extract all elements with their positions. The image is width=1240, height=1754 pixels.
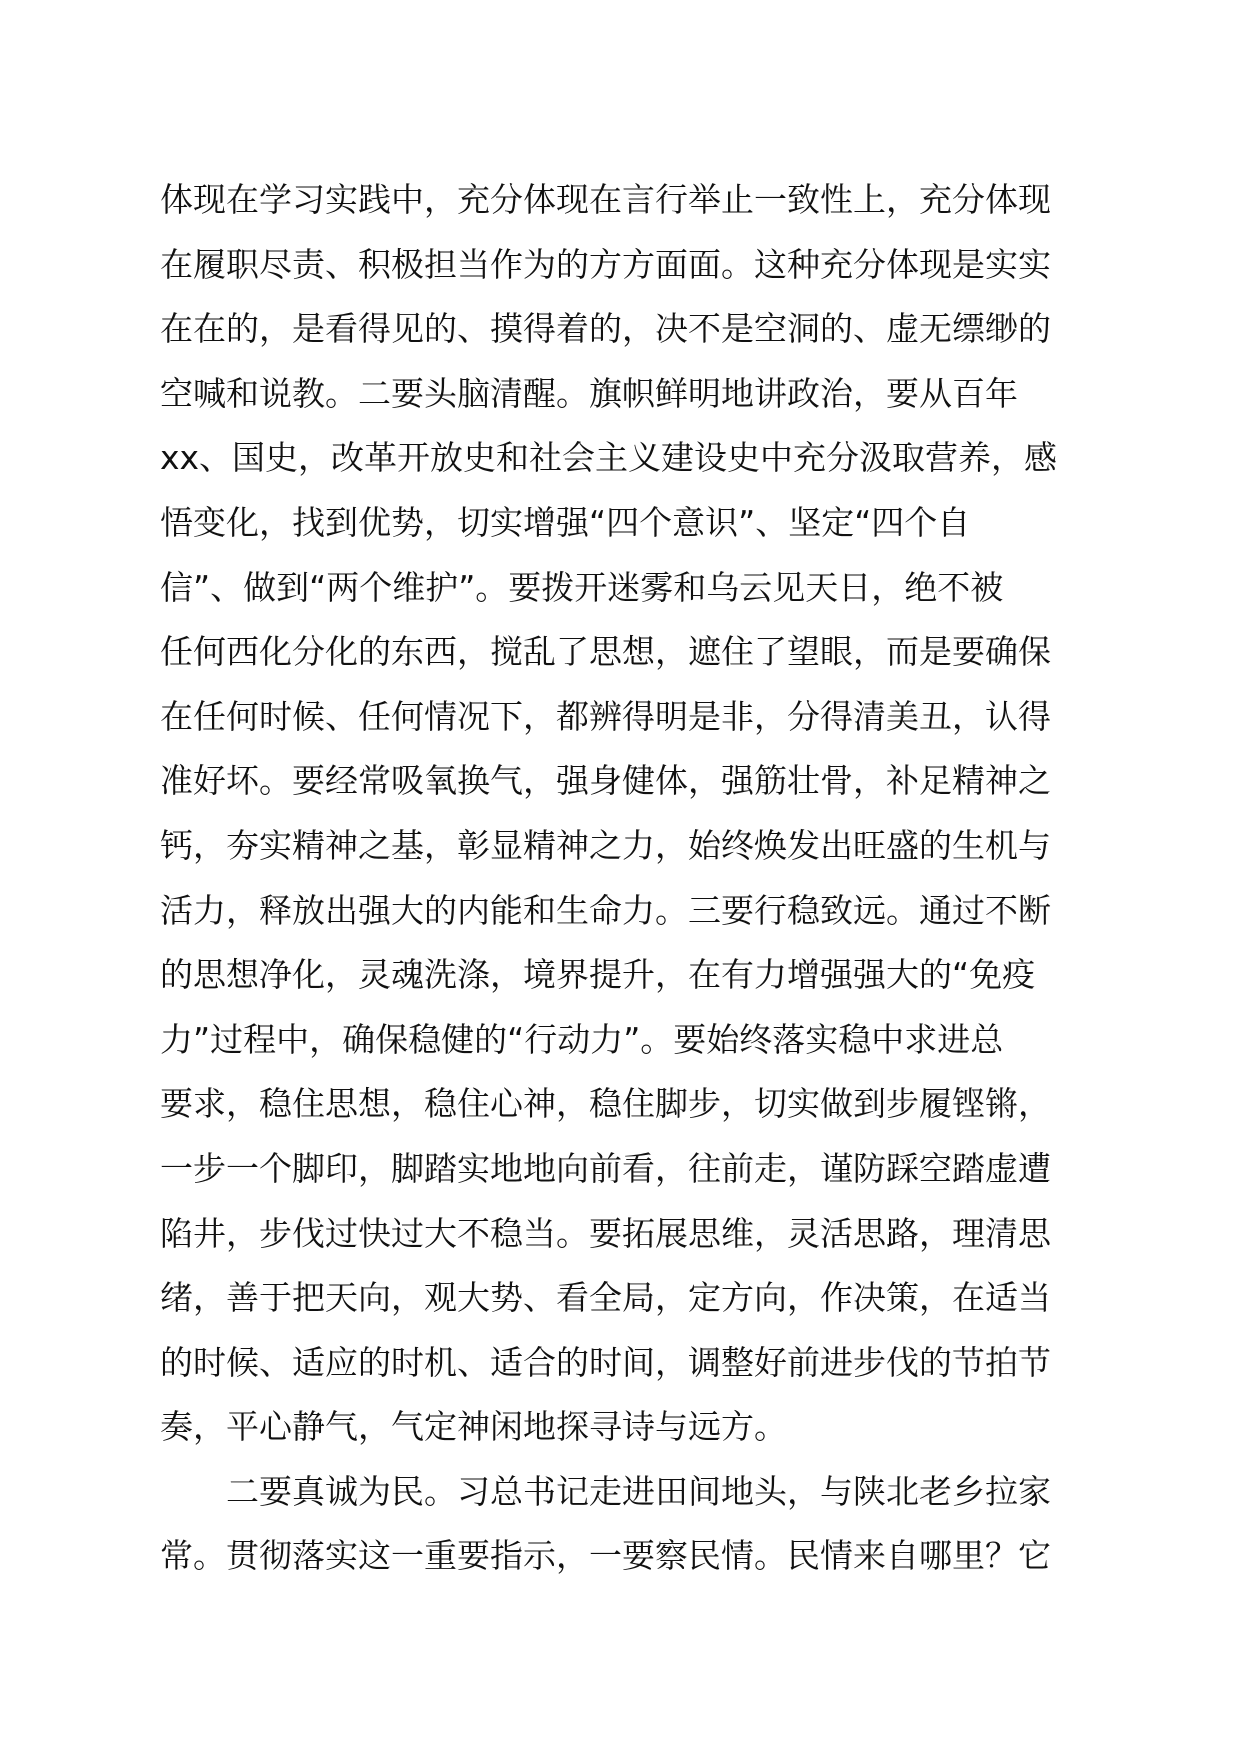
text-line: 要求，稳住思想，稳住心神，稳住脚步，切实做到步履铿锵，	[160, 1084, 1051, 1124]
text-line: xx、国史，改革开放史和社会主义建设史中充分汲取营养，感	[160, 438, 1058, 478]
text-line: 在任何时候、任何情况下，都辨得明是非，分得清美丑，认得	[160, 696, 1051, 736]
text-line: 力”过程中，确保稳健的“行动力”。要始终落实稳中求进总	[160, 1019, 1004, 1059]
text-line: 活力，释放出强大的内能和生命力。三要行稳致远。通过不断	[160, 890, 1051, 930]
text-line: 在在的，是看得见的、摸得着的，决不是空洞的、虚无缥缈的	[160, 309, 1051, 349]
text-line: 一步一个脚印，脚踏实地地向前看，往前走，谨防踩空踏虚遭	[160, 1148, 1051, 1188]
text-line: 的时候、适应的时机、适合的时间，调整好前进步伐的节拍节	[160, 1342, 1051, 1382]
text-line: 在履职尽责、积极担当作为的方方面面。这种充分体现是实实	[160, 244, 1051, 284]
text-line: 奏，平心静气，气定神闲地探寻诗与远方。	[160, 1407, 787, 1447]
text-line: 任何西化分化的东西，搅乱了思想，遮住了望眼，而是要确保	[160, 632, 1051, 672]
text-line: 信”、做到“两个维护”。要拨开迷雾和乌云见天日，绝不被	[160, 567, 1004, 607]
text-line: 陷井，步伐过快过大不稳当。要拓展思维，灵活思路，理清思	[160, 1213, 1051, 1253]
text-line: 空喊和说教。二要头脑清醒。旗帜鲜明地讲政治，要从百年	[160, 373, 1018, 413]
body-text	[160, 168, 1090, 1589]
text-line: 的思想净化，灵魂洗涤，境界提升，在有力增强强大的“免疫	[160, 955, 1036, 995]
text-line: 钙，夯实精神之基，彰显精神之力，始终焕发出旺盛的生机与	[160, 825, 1051, 865]
text-line: 准好坏。要经常吸氧换气，强身健体，强筋壮骨，补足精神之	[160, 761, 1051, 801]
text-line: 悟变化，找到优势，切实增强“四个意识”、坚定“四个自	[160, 502, 971, 542]
text-line: 绪，善于把天向，观大势、看全局，定方向，作决策，在适当	[160, 1278, 1051, 1318]
paragraph-start-line: 二要真诚为民。习总书记走进田间地头，与陕北老乡拉家	[226, 1471, 1051, 1511]
text-line: 常。贯彻落实这一重要指示，一要察民情。民情来自哪里？它	[160, 1536, 1051, 1576]
text-line: 体现在学习实践中，充分体现在言行举止一致性上，充分体现	[160, 180, 1051, 219]
